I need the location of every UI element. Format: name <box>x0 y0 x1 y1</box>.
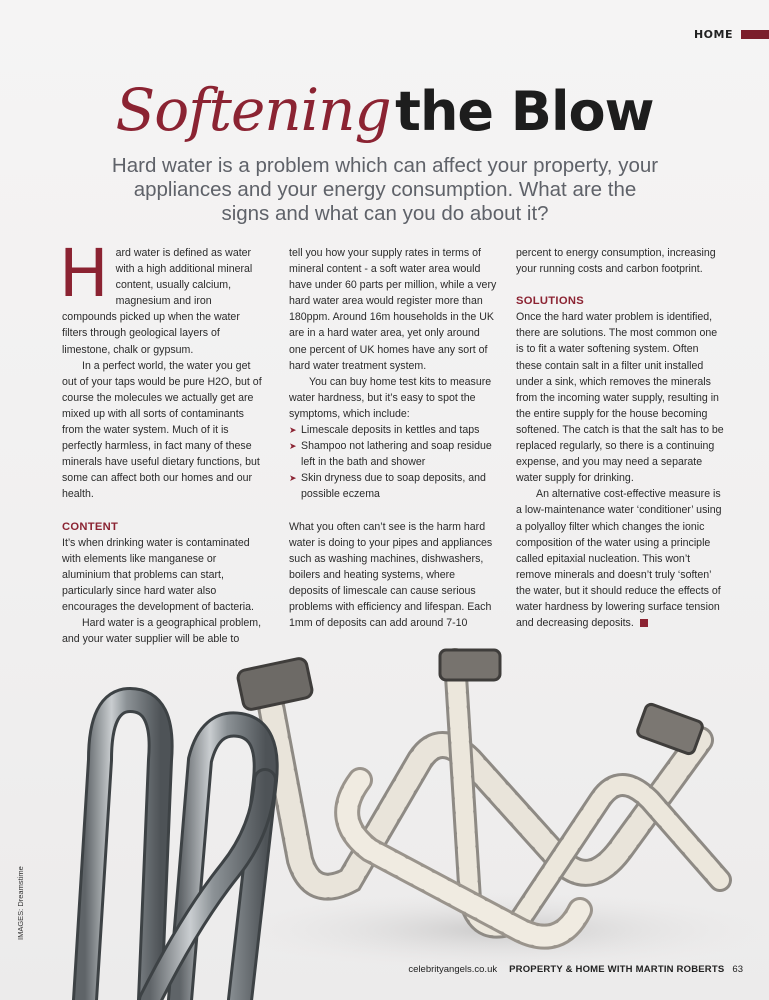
body-paragraph: percent to energy consumption, increasing your running costs and carbon footprint. <box>516 247 716 276</box>
page-number: 63 <box>732 964 743 975</box>
footer-website[interactable]: celebrityangels.co.uk <box>408 964 498 975</box>
clean-element <box>85 700 266 1000</box>
drop-cap: H <box>59 235 109 312</box>
body-paragraph: Hard water is a geographical problem, and your water supplier will be able to <box>62 617 262 646</box>
column-2 <box>289 245 497 631</box>
section-tag <box>694 28 769 41</box>
end-mark <box>640 619 648 627</box>
body-paragraph: In a perfect world, the water you get out of your taps would be pure H2O, but of course the molecules we actually get are mixed up with all sorts of contaminants from the water system. Much of it is perfectly harmless, in fact many of these minerals have useful dietary functions, but some can affect both our homes and our health. <box>62 359 262 501</box>
intro-paragraph: Hard water is defined as water with a high additional mineral content, usually calcium, magnesium and iron compounds picked up when the water filters through geological layers of limestone, chalk or gypsum. <box>59 235 253 356</box>
headline-bold: the Blow <box>395 80 654 143</box>
headline <box>0 76 769 144</box>
footer <box>408 964 743 975</box>
body-paragraph: tell you how your supply rates in terms of mineral content - a soft water area would have under 60 parts per million, while a very hard water area would register more than 180ppm. Around 16m households in the UK are in a hard water area, yet only around one percent of UK homes have any sort of hard water treatment system. <box>289 247 497 372</box>
symptom-list <box>289 422 497 502</box>
body-paragraph: You can buy home test kits to measure water hardness, but it’s easy to spot the symptoms, which include: <box>289 375 492 420</box>
column-1 <box>59 235 266 647</box>
body-paragraph: What you often can’t see is the harm hard water is doing to your pipes and appliances such as washing machines, dishwashers, boilers and heating systems, where deposits of limescale can cause serious problems with efficiency and lifespan. Each 1mm of deposits can add around 7-10 <box>289 520 493 630</box>
subhead-solutions: SOLUTIONS <box>516 295 584 308</box>
body-paragraph: An alternative cost-effective measure is a low-maintenance water ‘conditioner’ using a polyalloy filter which changes the ionic composition of the water using a principle called epitaxial nucleation. This won’t remove minerals and doesn’t truly ‘soften’ the water, but it should reduce the effects of water hardness by lowering surface tension and decreasing deposits. <box>516 488 722 630</box>
section-bar <box>741 30 769 39</box>
list-item: ➤ Limescale deposits in kettles and taps <box>289 422 497 438</box>
headline-script: Softening <box>115 76 391 144</box>
photo-credit: IMAGES: Dreamstime <box>16 866 25 940</box>
list-item: ➤ Skin dryness due to soap deposits, and possible eczema <box>289 470 497 502</box>
body-paragraph: It’s when drinking water is contaminated with elements like manganese or aluminium that problems can start, particularly since hard water also encourages the development of bacteria. <box>62 536 254 613</box>
footer-publication: PROPERTY & HOME WITH MARTIN ROBERTS <box>509 964 725 975</box>
body-paragraph: Once the hard water problem is identified, there are solutions. The most common one is to fit a water softening system. Often these contain salt in a filter unit installed under a sink, which removes the minerals from the incoming water supply, resulting in the entire supply for the house becoming softened. The catch is that the salt has to be replaced regularly, so there is a continuing expense, and you may need a separate water supply for drinking. <box>516 311 724 485</box>
subhead-content: CONTENT <box>62 520 119 533</box>
column-3 <box>516 245 726 631</box>
section-label: HOME <box>693 28 733 41</box>
standfirst: Hard water is a problem which can affect your property, your appliances and your energy consumption. What are the signs and what can you do about it? <box>111 154 659 225</box>
list-item: ➤ Shampoo not lathering and soap residue left in the bath and shower <box>289 438 497 470</box>
